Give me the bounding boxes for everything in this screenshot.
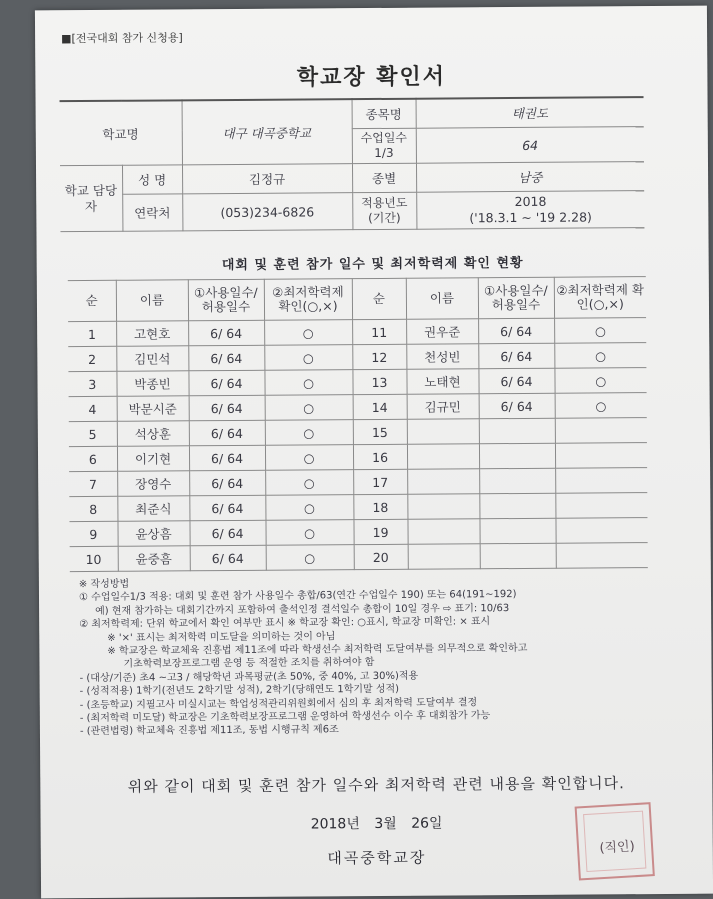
contact-value: (053)234-6826 xyxy=(182,193,352,231)
cell-num: 13 xyxy=(352,369,406,394)
cell-name xyxy=(407,519,479,545)
header-name: 이름 xyxy=(406,278,478,320)
year-cell xyxy=(416,191,644,230)
cell-check: ○ xyxy=(264,320,352,346)
cell-name xyxy=(407,469,479,495)
gender-label: 종별 xyxy=(352,163,416,192)
header-num: 순 xyxy=(352,278,406,319)
confirmation-statement: 위와 같이 대회 및 훈련 참가 일수와 최저학력 관련 내용을 확인합니다. xyxy=(127,774,625,796)
cell-days: 6/ 64 xyxy=(189,520,265,546)
cell-check: ○ xyxy=(554,318,646,344)
student-list-table xyxy=(68,276,648,572)
cell-name: 장영수 xyxy=(117,471,189,497)
header-days: ①사용일수/ 허용일수 xyxy=(188,279,264,321)
cell-name: 고현호 xyxy=(116,321,188,347)
instructions-block xyxy=(79,574,700,739)
manager-label: 학교 담당자 xyxy=(60,165,122,231)
note-line: - (대상/기준) 초4 ~고3 / 해당학년 과목평균(초 50%, 중 40%, 고 30%)적용 xyxy=(79,670,419,684)
cell-num: 18 xyxy=(353,494,407,519)
cell-num: 11 xyxy=(352,319,406,344)
cell-check xyxy=(555,518,647,544)
cell-days: 6/ 64 xyxy=(478,368,554,394)
note-line: ② 최저학력제: 단위 학교에서 확인 여부만 표시 ※ 학교장 확인: ○표시, 학교장 미확인: × 표시 xyxy=(79,616,491,631)
note-line: ① 수업일수1/3 적용: 대회 및 훈련 참가 사용일수 총합/63(연간 수업일수 190) 또는 64(191~192) xyxy=(78,589,517,604)
note-line: - (초등학교) 지필고사 미실시교는 학업성적관리위원회에서 심의 후 최저학력 도달여부 결정 xyxy=(79,696,478,711)
cell-name: 노태현 xyxy=(406,369,478,395)
cell-name: 이기현 xyxy=(117,446,189,472)
cell-days xyxy=(480,543,556,569)
cell-name xyxy=(407,444,479,470)
sport-value: 태권도 xyxy=(416,97,644,128)
note-line: - (성적적용) 1학기(전년도 2학기말 성적), 2학기(당해연도 1학기말 성적) xyxy=(79,684,400,698)
header-days: ①사용일수/ 허용일수 xyxy=(478,277,554,319)
cell-days: 6/ 64 xyxy=(189,395,265,421)
header-num: 순 xyxy=(68,280,116,321)
cell-name: 권우준 xyxy=(406,319,478,345)
cell-num: 19 xyxy=(353,519,407,544)
cell-num: 10 xyxy=(70,546,118,571)
school-value: 대구 대곡중학교 xyxy=(182,99,352,165)
cell-days: 6/ 64 xyxy=(189,495,265,521)
cell-check: ○ xyxy=(265,445,353,471)
cell-name: 윤상흠 xyxy=(117,521,189,547)
cell-check: ○ xyxy=(554,343,646,369)
cell-days: 6/ 64 xyxy=(479,393,555,419)
cell-check: ○ xyxy=(554,368,646,394)
date-day: 26일 xyxy=(411,815,443,832)
cell-check xyxy=(555,493,647,519)
note-line: ※ 학교장은 학교체육 진흥법 제11조에 따라 학생선수 최저학력 도달여부를 의무적으로 확인하고 xyxy=(107,642,528,657)
cell-days xyxy=(479,518,555,544)
cell-days: 6/ 64 xyxy=(189,420,265,446)
cell-num: 12 xyxy=(352,344,406,369)
cell-days: 6/ 64 xyxy=(478,318,554,344)
cell-name: 석상훈 xyxy=(117,421,189,447)
cell-check: ○ xyxy=(265,495,353,521)
cell-num: 9 xyxy=(69,521,117,546)
seal-label: (직인) xyxy=(599,839,636,857)
cell-days: 6/ 64 xyxy=(188,370,264,396)
cell-check: ○ xyxy=(266,545,354,571)
sport-label: 종목명 xyxy=(352,99,416,129)
notes-heading: ※ 작성방법 xyxy=(78,578,130,591)
cell-days xyxy=(479,443,555,469)
cell-check: ○ xyxy=(265,420,353,446)
date-month: 3월 xyxy=(374,815,397,833)
cell-check xyxy=(555,443,647,469)
contact-label: 연락처 xyxy=(122,194,182,231)
cell-name: 윤중흠 xyxy=(118,546,190,572)
page-title: 학교장 확인서 xyxy=(296,64,447,91)
cell-name: 박종빈 xyxy=(116,371,188,397)
cell-name xyxy=(407,494,479,520)
table-header-row xyxy=(68,277,646,322)
cell-days: 6/ 64 xyxy=(478,343,554,369)
cell-num: 7 xyxy=(69,471,117,496)
cell-num: 2 xyxy=(68,346,116,371)
note-line: 기초학력보장프로그램 운영 등 적절한 조치를 취하여야 함 xyxy=(123,657,375,671)
school-label: 학교명 xyxy=(60,100,182,165)
cell-days: 6/ 64 xyxy=(189,445,265,471)
cell-check: ○ xyxy=(265,520,353,546)
cell-check: ○ xyxy=(265,470,353,496)
section-title: 대회 및 훈련 참가 일수 및 최저학력제 확인 현황 xyxy=(221,255,524,274)
cell-num: 4 xyxy=(69,396,117,421)
name-value: 김정규 xyxy=(182,164,352,194)
header-name: 이름 xyxy=(116,280,188,322)
form-type-tag: ■[전국대회 참가 신청용] xyxy=(61,31,183,46)
cell-days xyxy=(479,493,555,519)
cell-num: 16 xyxy=(353,444,407,469)
year-label: 적용년도 (기간) xyxy=(352,192,416,229)
cell-days: 6/ 64 xyxy=(188,320,264,346)
cell-num: 1 xyxy=(68,321,116,346)
cell-num: 17 xyxy=(353,469,407,494)
cell-check: ○ xyxy=(555,393,647,419)
cell-days: 6/ 64 xyxy=(188,345,264,371)
header-check: ②최저학력제 확인(○,×) xyxy=(264,279,352,321)
cell-name: 박문시준 xyxy=(117,396,189,422)
cell-num: 3 xyxy=(68,371,116,396)
table-row xyxy=(70,543,648,572)
principal-signature: 대곡중학교장 xyxy=(327,848,427,868)
cell-num: 15 xyxy=(353,419,407,444)
gender-value: 남중 xyxy=(416,162,644,193)
official-seal xyxy=(575,802,655,880)
date-year: 2018년 xyxy=(310,816,360,833)
cell-name: 김규민 xyxy=(407,394,479,420)
cell-days xyxy=(479,468,555,494)
cell-check: ○ xyxy=(264,370,352,396)
cell-name: 최준식 xyxy=(117,496,189,522)
cell-num: 5 xyxy=(69,421,117,446)
note-line: - (최저학력 미도달) 학교장은 기초학력보장프로그램 운영하여 학생선수 이수 후 대회참가 가능 xyxy=(79,710,491,725)
cell-num: 6 xyxy=(69,446,117,471)
cell-num: 8 xyxy=(69,496,117,521)
cell-name xyxy=(408,544,480,570)
cell-check: ○ xyxy=(264,345,352,371)
cell-days: 6/ 64 xyxy=(189,470,265,496)
class-days-label: 수업일수 1/3 xyxy=(352,128,416,163)
cell-check xyxy=(555,418,647,444)
document-page xyxy=(35,6,713,899)
note-line: ※ '×' 표시는 최저학력 미도달을 의미하는 것이 아님 xyxy=(107,630,336,644)
year-value: 2018 xyxy=(514,193,547,210)
cell-name: 천성빈 xyxy=(406,344,478,370)
header-check: ②최저학력제 확인(○,×) xyxy=(554,277,646,319)
cell-name xyxy=(407,419,479,445)
cell-name: 김민석 xyxy=(116,346,188,372)
note-line: - (관련법령) 학교체육 진흥법 제11조, 동법 시행규칙 제6조 xyxy=(79,724,339,738)
cell-num: 14 xyxy=(353,394,407,419)
cell-days: 6/ 64 xyxy=(190,545,266,571)
name-label: 성 명 xyxy=(122,165,182,194)
class-days-value: 64 xyxy=(416,127,644,164)
cell-num: 20 xyxy=(354,544,408,569)
school-info-table xyxy=(60,96,645,232)
period-value: ('18.3.1 ~ '19 2.28) xyxy=(469,209,592,226)
cell-check: ○ xyxy=(265,395,353,421)
note-line: 예) 현재 참가하는 대회기간까지 포함하여 출석인정 결석일수 총합이 10일 경우 ⇨ 표기: 10/63 xyxy=(95,602,510,617)
cell-days xyxy=(479,418,555,444)
cell-check xyxy=(556,543,648,569)
cell-check xyxy=(555,468,647,494)
